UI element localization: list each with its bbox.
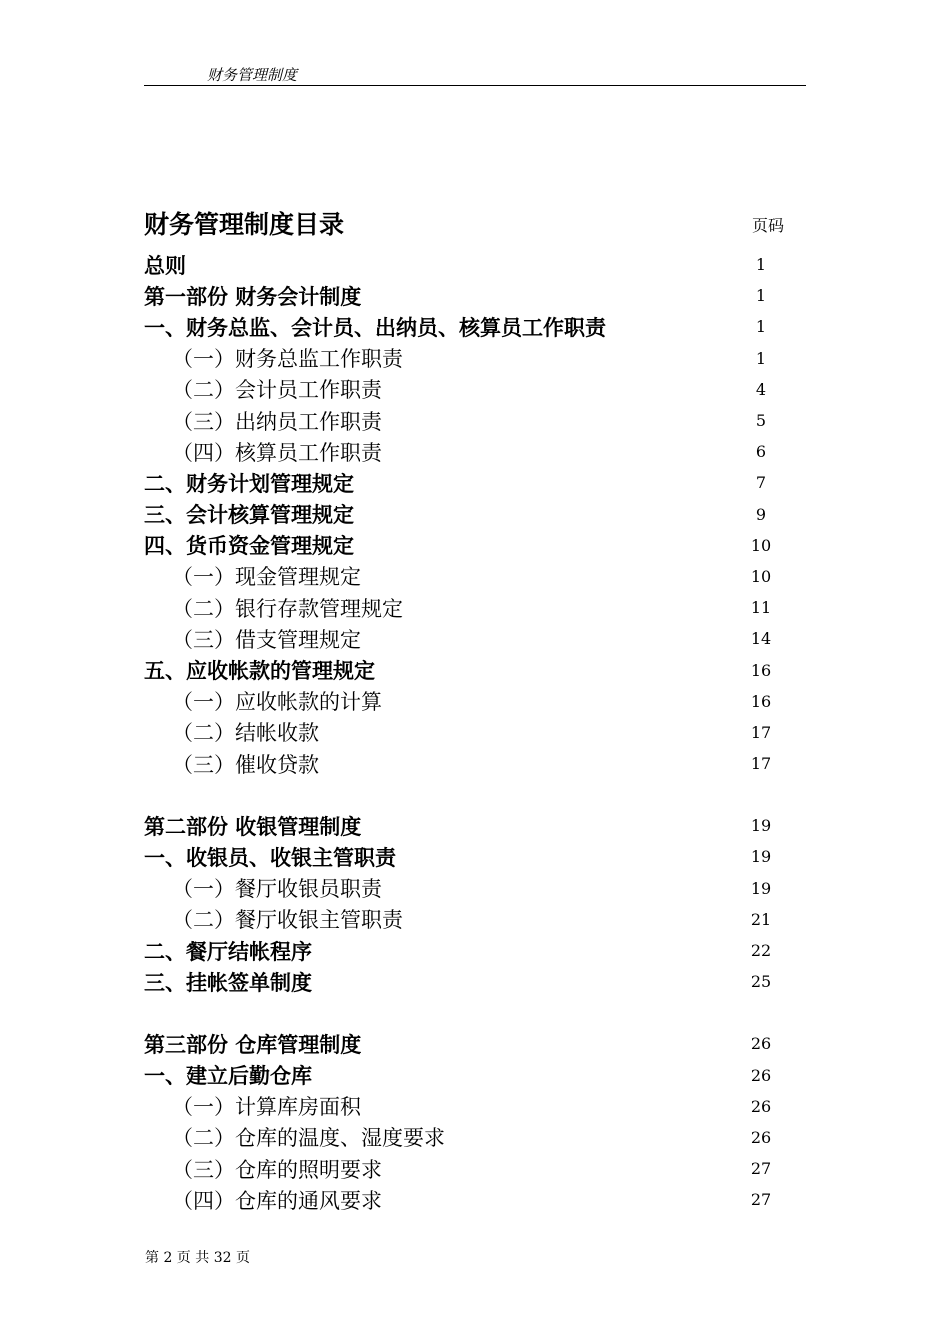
toc-entry[interactable] (144, 623, 784, 654)
header-rule (144, 85, 806, 86)
toc-entry[interactable] (144, 1153, 784, 1184)
toc-entry-label: （三）出纳员工作职责 (172, 409, 382, 434)
toc-entry-page: 17 (750, 754, 772, 774)
toc-entry-label: （一）财务总监工作职责 (172, 347, 403, 372)
toc-entry[interactable] (144, 436, 784, 467)
toc-entry-page: 1 (755, 317, 767, 337)
toc-entry[interactable] (144, 904, 784, 935)
toc-entry-page: 1 (755, 255, 767, 275)
page-footer: 第 2 页 共 32 页 (145, 1250, 250, 1266)
toc-entry-page: 19 (750, 847, 772, 867)
toc-entry[interactable] (144, 530, 784, 561)
toc-entry-label: （二）银行存款管理规定 (172, 596, 403, 621)
toc-entry-page: 19 (750, 816, 772, 836)
toc-entry-label: （一）餐厅收银员职责 (172, 877, 382, 902)
toc-entry-label: （一）计算库房面积 (172, 1095, 361, 1120)
toc-entry[interactable] (144, 280, 784, 311)
toc-entry-label: （一）现金管理规定 (172, 565, 361, 590)
toc-entry-label: （三）借支管理规定 (172, 627, 361, 652)
toc-entry-label: 五、应收帐款的管理规定 (144, 659, 375, 684)
toc-entry-page: 1 (755, 348, 767, 368)
toc-entry-label: 二、财务计划管理规定 (144, 471, 354, 496)
toc-entry[interactable] (144, 810, 784, 841)
toc-entry-page: 4 (755, 379, 767, 399)
toc-entry-page: 22 (750, 941, 772, 961)
toc-entry-label: （二）餐厅收银主管职责 (172, 908, 403, 933)
toc-entry-page: 21 (750, 909, 772, 929)
toc-entry[interactable] (144, 654, 784, 685)
toc-entry-label: 第二部份 收银管理制度 (144, 814, 362, 839)
toc-entry-page: 16 (750, 660, 772, 680)
toc-entry-label: 三、会计核算管理规定 (144, 503, 354, 528)
toc-entry-label: 总则 (144, 253, 186, 278)
toc-entry-label: （四）核算员工作职责 (172, 440, 382, 465)
toc-entry[interactable] (144, 467, 784, 498)
toc-entry-page: 10 (750, 566, 772, 586)
toc-page-column-label: 页码 (752, 216, 785, 235)
toc-entry[interactable] (144, 561, 784, 592)
toc-entry-label: 一、财务总监、会计员、出纳员、核算员工作职责 (144, 315, 606, 340)
toc-entry[interactable] (144, 1060, 784, 1091)
toc-entry[interactable] (144, 748, 784, 779)
toc-entry-page: 5 (755, 411, 767, 431)
toc-entry-page: 27 (750, 1159, 772, 1179)
toc-entry[interactable] (144, 499, 784, 530)
toc-title: 财务管理制度目录 (144, 210, 345, 239)
toc-entry-page: 17 (750, 722, 772, 742)
toc-entry-page: 9 (755, 504, 767, 524)
toc-entry[interactable] (144, 1091, 784, 1122)
toc-entry[interactable] (144, 873, 784, 904)
toc-entry-label: 二、餐厅结帐程序 (144, 939, 312, 964)
toc-entry[interactable] (144, 405, 784, 436)
toc-entry-page: 25 (750, 972, 772, 992)
toc-entry[interactable] (144, 592, 784, 623)
toc-entry[interactable] (144, 1122, 784, 1153)
toc-entry-label: 第三部份 仓库管理制度 (144, 1032, 362, 1057)
toc-entry[interactable] (144, 343, 784, 374)
toc-entry-page: 26 (750, 1034, 772, 1054)
toc-entry-label: （四）仓库的通风要求 (172, 1188, 382, 1213)
toc-entry-label: 第一部份 财务会计制度 (144, 284, 362, 309)
toc-list (144, 249, 784, 1215)
toc-entry-label: （三）仓库的照明要求 (172, 1157, 382, 1182)
toc-entry-page: 14 (750, 629, 772, 649)
toc-entry-page: 19 (750, 878, 772, 898)
toc-entry-page: 26 (750, 1096, 772, 1116)
toc-entry-page: 11 (750, 598, 772, 618)
toc-entry[interactable] (144, 1184, 784, 1215)
toc-entry-label: 四、货币资金管理规定 (144, 534, 354, 559)
toc-entry[interactable] (144, 935, 784, 966)
toc-entry[interactable] (144, 249, 784, 280)
toc-entry-label: （二）会计员工作职责 (172, 378, 382, 403)
toc-entry-page: 16 (750, 691, 772, 711)
toc-entry-page: 27 (750, 1190, 772, 1210)
toc-entry-label: 一、建立后勤仓库 (144, 1064, 312, 1089)
toc-entry-label: （二）仓库的温度、湿度要求 (172, 1126, 445, 1151)
toc-entry-page: 26 (750, 1065, 772, 1085)
toc-entry[interactable] (144, 966, 784, 997)
toc-entry-label: 三、挂帐签单制度 (144, 970, 312, 995)
toc-entry-page: 26 (750, 1127, 772, 1147)
toc-entry-label: （一）应收帐款的计算 (172, 690, 382, 715)
toc-entry-page: 1 (755, 286, 767, 306)
toc-entry-page: 7 (755, 473, 767, 493)
toc-entry[interactable] (144, 311, 784, 342)
toc-entry[interactable] (144, 717, 784, 748)
toc-entry[interactable] (144, 1028, 784, 1059)
toc-entry[interactable] (144, 374, 784, 405)
running-header: 财务管理制度 (207, 66, 298, 84)
toc-entry[interactable] (144, 686, 784, 717)
toc-entry[interactable] (144, 841, 784, 872)
toc-entry-page: 6 (755, 442, 767, 462)
toc-entry-page: 10 (750, 535, 772, 555)
toc-entry-label: （二）结帐收款 (172, 721, 319, 746)
toc-entry-label: 一、收银员、收银主管职责 (144, 845, 396, 870)
toc-entry-label: （三）催收贷款 (172, 752, 319, 777)
